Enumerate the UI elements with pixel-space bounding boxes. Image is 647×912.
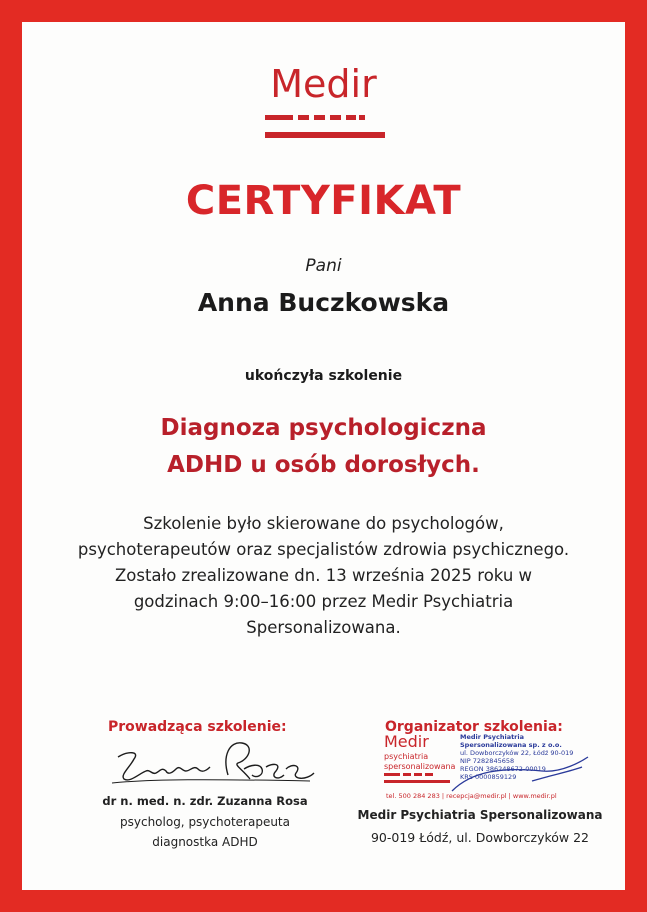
organizer-stamp [382, 731, 592, 801]
svg-text:Medir: Medir [384, 732, 429, 751]
svg-text:KRS 0000859129: KRS 0000859129 [460, 773, 517, 781]
description-line: godzinach 9:00–16:00 przez Medir Psychiatria [133, 592, 514, 611]
certificate-title: CERTYFIKAT [185, 178, 462, 224]
description-line: Spersonalizowana. [246, 618, 401, 637]
course-title-line-2: ADHD u osób dorosłych. [167, 452, 480, 478]
salutation: Pani [305, 256, 342, 276]
medir-logo-text: Medir [270, 62, 377, 106]
svg-text:psychiatria: psychiatria [384, 752, 429, 761]
svg-text:NIP 7282845658: NIP 7282845658 [460, 757, 515, 765]
description-line: psychoterapeutów oraz specjalistów zdrowia psychicznego. [77, 540, 570, 559]
organizer-address: 90-019 Łódź, ul. Dowborczyków 22 [370, 830, 590, 845]
svg-text:spersonalizowana: spersonalizowana [384, 762, 456, 771]
trainer-role: diagnostka ADHD [152, 835, 258, 849]
course-title-line-1: Diagnoza psychologiczna [160, 415, 487, 441]
recipient-name: Anna Buczkowska [197, 288, 450, 317]
svg-text:ul. Dowborczyków 22, Łódź 90-0: ul. Dowborczyków 22, Łódź 90-019 [460, 749, 574, 757]
svg-text:Spersonalizowana sp. z o.o.: Spersonalizowana sp. z o.o. [460, 741, 562, 749]
description-line: Zostało zrealizowane dn. 13 września 2025 roku w [114, 566, 533, 585]
medir-logo-mark [265, 115, 385, 139]
trainer-name: dr n. med. n. zdr. Zuzanna Rosa [102, 794, 308, 808]
svg-text:tel. 500 284 283 | recepcja@me: tel. 500 284 283 | recepcja@medir.pl | www.medir.pl [386, 792, 557, 800]
trainer-signature [110, 735, 320, 795]
completed-text: ukończyła szkolenie [244, 368, 403, 384]
trainer-role: psycholog, psychoterapeuta [120, 815, 290, 829]
organizer-name: Medir Psychiatria Spersonalizowana [357, 808, 603, 822]
trainer-heading: Prowadząca szkolenie: [108, 719, 287, 735]
description-line: Szkolenie było skierowane do psychologów, [143, 514, 504, 533]
svg-text:REGON 386248672-00019: REGON 386248672-00019 [460, 765, 546, 773]
organizer-heading: Organizator szkolenia: [385, 719, 563, 735]
svg-text:Medir Psychiatria: Medir Psychiatria [460, 733, 525, 741]
